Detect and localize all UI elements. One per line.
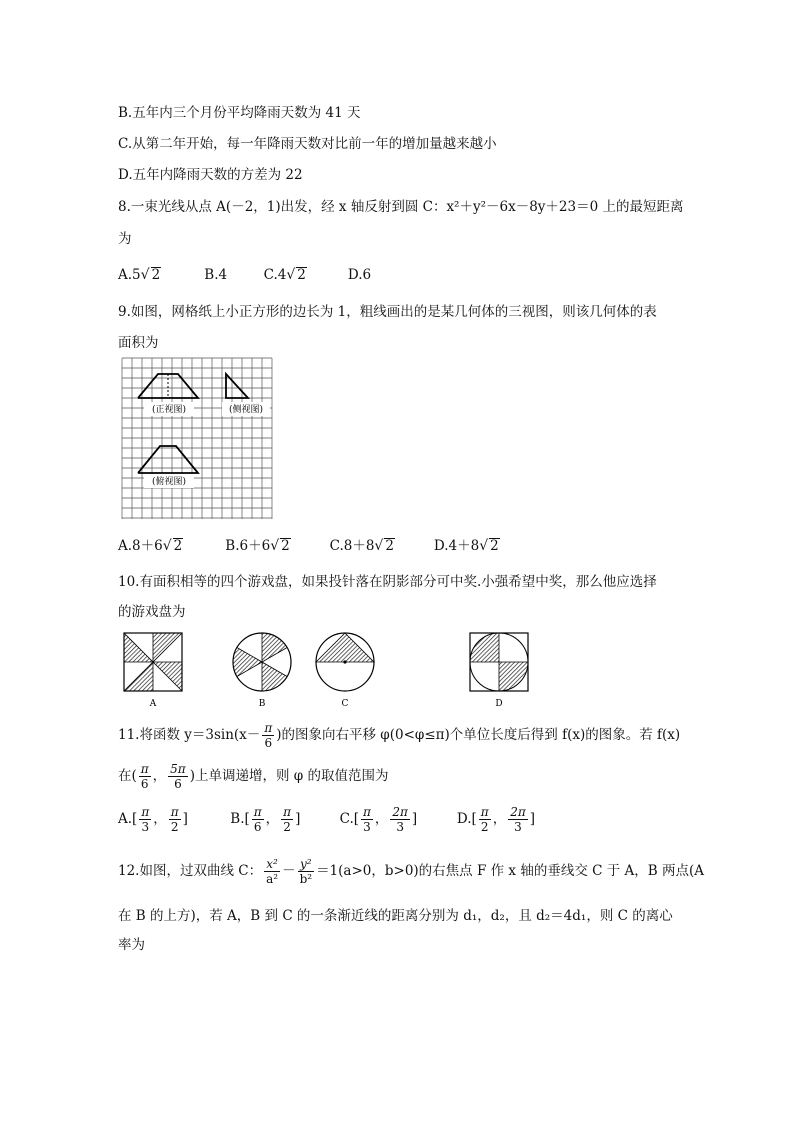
- fraction: $\frac{\pi}{6}$: [264, 721, 273, 750]
- q8-stem-line2: 为: [118, 231, 132, 247]
- q7-option-c: C.从第二年开始，每一年降雨天数对比前一年的增加量越来越小: [118, 136, 497, 152]
- board-a: [124, 633, 182, 709]
- board-b-label: B: [258, 699, 266, 709]
- board-c: [316, 633, 374, 709]
- q8-options: [118, 265, 371, 285]
- q8-stem-line1: 8.一束光线从点 A(－2，1)出发，经 x 轴反射到圆 C：x²＋y²－6x－8y＋23＝0 上的最短距离: [118, 199, 684, 215]
- q8-option-a: A.5√ 2: [118, 267, 161, 283]
- q9-option-b: B.6＋6√ 2: [225, 538, 290, 554]
- q7-option-b: B.五年内三个月份平均降雨天数为 41 天: [118, 105, 361, 121]
- board-d: [470, 633, 528, 709]
- three-view-grid-figure: [118, 354, 273, 522]
- fraction: $\frac{\text{x²}}{\text{a²}}$: [266, 857, 279, 886]
- q11-option-b: B.[ $\frac{\pi}{6}$ ， $\frac{\pi}{2}$ ]: [230, 805, 301, 834]
- q11-stem-line1: 11.将函数 y＝3sin(x－ $\frac{\pi}{6}$ )的图象向右平移 φ(0<φ≤π)个单位长度后得到 f(x)的图象。若 f(x): [118, 721, 681, 750]
- q9-stem-line1: 9.如图，网格纸上小正方形的边长为 1，粗线画出的是某几何体的三视图，则该几何体的表: [118, 304, 657, 320]
- board-b: [233, 633, 291, 709]
- fraction: $\frac{\text{y²}}{\text{b²}}$: [299, 857, 313, 886]
- q8-option-d: D.6: [347, 267, 372, 283]
- side-view-shape: [226, 374, 248, 398]
- q8-option-c: C.4√ 2: [263, 267, 306, 283]
- q9-option-a: A.8＋6√ 2: [118, 538, 183, 554]
- board-d-label: D: [495, 699, 503, 709]
- q9-options: [118, 536, 500, 556]
- q10-stem-line2: 的游戏盘为: [118, 604, 186, 620]
- q8-option-b: B.4: [204, 267, 228, 283]
- q12-stem-line1: 12.如图，过双曲线 C： $\frac{\text{x²}}{\text{a²}}$ － $\frac{\text{y²}}{\text{b²}}$ ＝1(a>0，b>0)的右焦点 F 作 x 轴的垂线交 C 于 A，B 两点(A: [118, 857, 705, 886]
- q12-stem-line3: 率为: [118, 937, 145, 953]
- q11-option-d: D.[ $\frac{\pi}{2}$ ， $\frac{2\pi}{3}$ ]: [456, 805, 535, 834]
- board-c-label: C: [341, 699, 349, 709]
- q11-options: [118, 805, 535, 834]
- grid-lines: [122, 358, 272, 519]
- q7-option-d: D.五年内降雨天数的方差为 22: [118, 167, 303, 183]
- q9-option-d: D.4＋8√ 2: [433, 538, 499, 554]
- board-a-label: A: [149, 699, 157, 709]
- q11-option-c: C.[ $\frac{\pi}{3}$ ， $\frac{2\pi}{3}$ ]: [339, 805, 418, 834]
- q11-option-a: A.[ $\frac{\pi}{3}$ ， $\frac{\pi}{2}$ ]: [118, 805, 188, 834]
- top-view-shape: [138, 446, 198, 473]
- side-view-label: (侧视图): [228, 405, 264, 415]
- fraction: $\frac{\pi}{6}$: [140, 762, 149, 791]
- top-view-label: (俯视图): [151, 477, 187, 487]
- q10-stem-line1: 10.有面积相等的四个游戏盘，如果投针落在阴影部分可中奖.小强希望中奖，那么他应选择: [118, 574, 657, 590]
- fraction: $\frac{5\pi}{6}$: [170, 762, 186, 791]
- q9-stem-line2: 面积为: [118, 335, 159, 351]
- game-boards-figure: [110, 625, 540, 710]
- q9-option-c: C.8＋8√ 2: [329, 538, 394, 554]
- front-view-label: (正视图): [151, 405, 187, 415]
- q12-stem-line2: 在 B 的上方)，若 A，B 到 C 的一条渐近线的距离分别为 d₁，d₂，且 d₂＝4d₁，则 C 的离心: [118, 908, 673, 924]
- q11-stem-line2: 在( $\frac{\pi}{6}$ ， $\frac{5\pi}{6}$ )上单调递增，则 φ 的取值范围为: [118, 762, 389, 791]
